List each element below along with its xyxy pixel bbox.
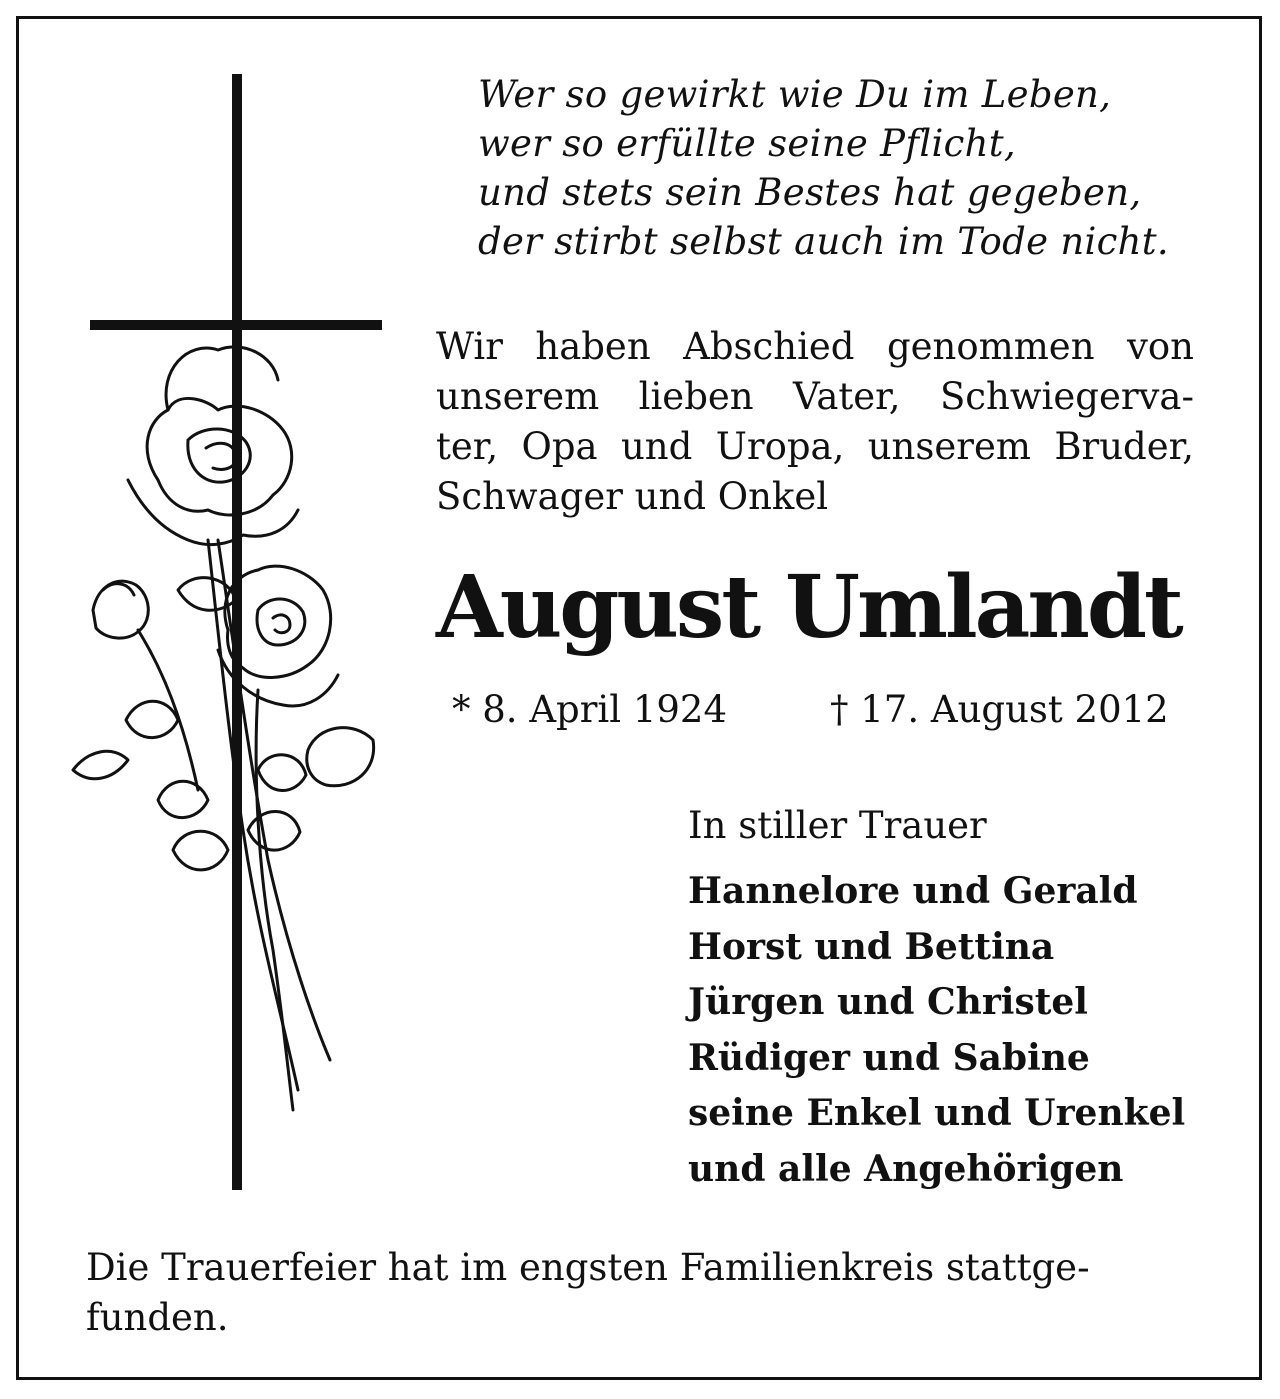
funeral-notice bbox=[86, 1243, 1196, 1343]
mourner-name: Hannelore und Gerald bbox=[688, 870, 1138, 912]
poem-line: Wer so gewirkt wie Du im Leben, bbox=[478, 73, 1112, 116]
leaf bbox=[158, 781, 208, 817]
mourners-list bbox=[688, 864, 1208, 1198]
death-date: † 17. August 2012 bbox=[830, 688, 1169, 731]
leaf bbox=[126, 701, 178, 737]
mourner-name: und alle Angehörigen bbox=[688, 1147, 1124, 1190]
cross-with-roses-illustration bbox=[68, 70, 388, 1194]
leaf bbox=[258, 755, 306, 791]
poem-line: der stirbt selbst auch im Tode nicht. bbox=[478, 220, 1169, 263]
poem-line: wer so erfüllte seine Pflicht, bbox=[478, 122, 1016, 165]
funeral-notice-line: funden. bbox=[86, 1296, 229, 1339]
mourner-name: seine Enkel und Urenkel bbox=[688, 1092, 1186, 1135]
farewell-text bbox=[436, 322, 1194, 522]
mourning-line: In stiller Trauer bbox=[688, 804, 987, 847]
farewell-line: Wir haben Abschied genommen von bbox=[436, 325, 1194, 368]
cross-vertical-beam bbox=[232, 74, 242, 1190]
mourner-name: Jürgen und Christel bbox=[688, 981, 1088, 1024]
leaf bbox=[248, 811, 300, 850]
farewell-line: Schwager und Onkel bbox=[436, 475, 829, 518]
leaf bbox=[307, 728, 374, 786]
farewell-line: ter, Opa und Uropa, unserem Bruder, bbox=[436, 425, 1194, 468]
cross-horizontal-beam bbox=[90, 320, 382, 330]
mourner-name: Rüdiger und Sabine bbox=[688, 1036, 1090, 1079]
rose-bud bbox=[93, 581, 148, 638]
memorial-poem bbox=[478, 70, 1218, 266]
leaf bbox=[173, 831, 228, 870]
birth-date: * 8. April 1924 bbox=[452, 688, 728, 731]
farewell-line: unserem lieben Vater, Schwiegerva- bbox=[436, 375, 1194, 418]
mourner-name: Horst und Bettina bbox=[688, 925, 1055, 968]
funeral-notice-line: Die Trauerfeier hat im engsten Familienkreis stattge- bbox=[86, 1246, 1090, 1289]
rose-top bbox=[147, 398, 292, 515]
leaf bbox=[73, 751, 128, 778]
deceased-name: August Umlandt bbox=[436, 557, 1181, 658]
poem-line: und stets sein Bestes hat gegeben, bbox=[478, 171, 1142, 214]
